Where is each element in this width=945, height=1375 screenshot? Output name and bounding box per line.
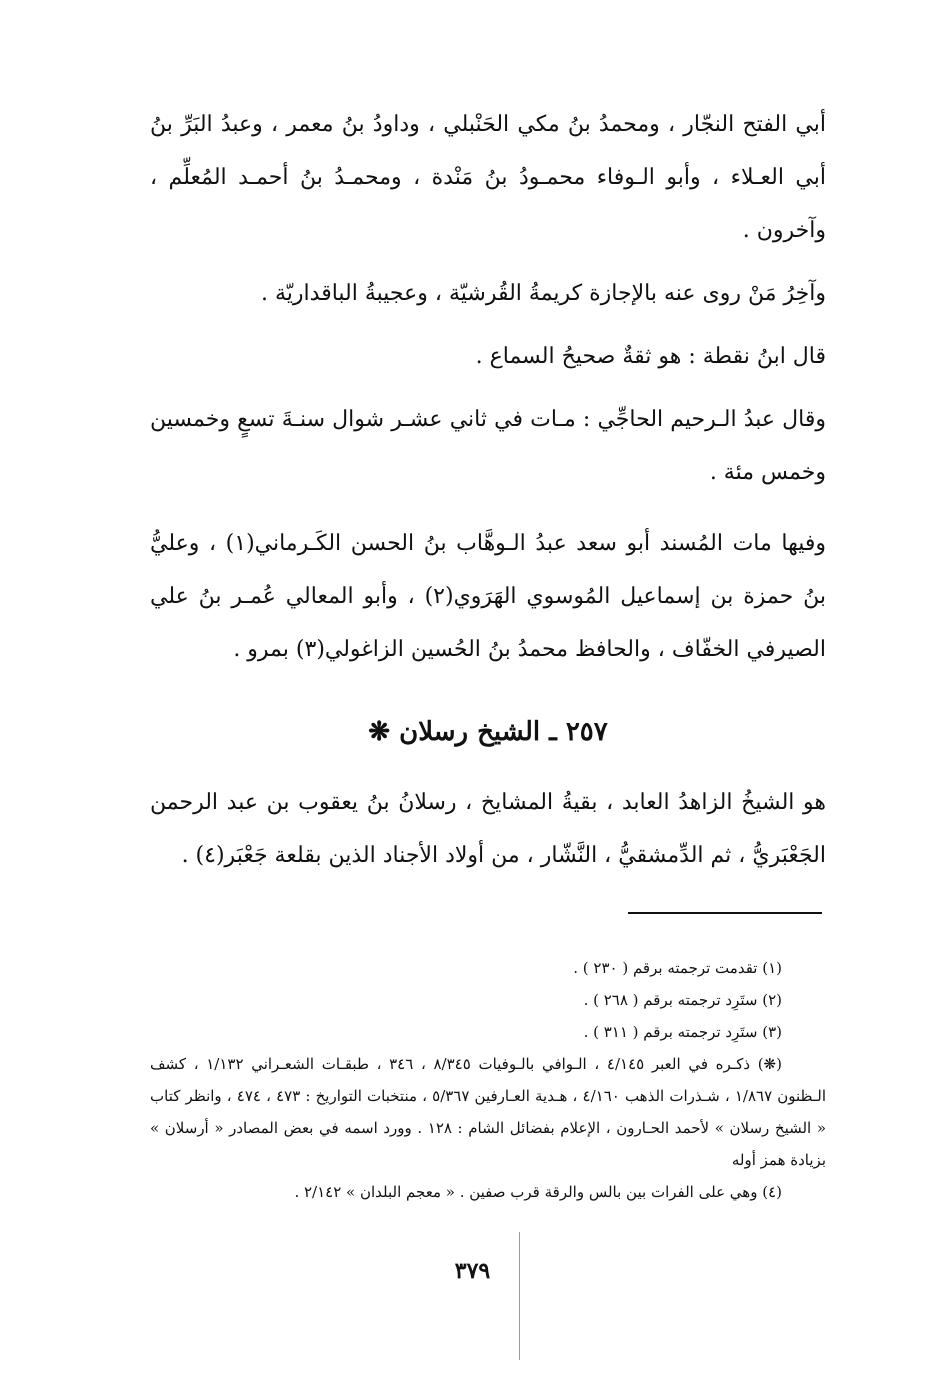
paragraph-biography: هو الشيخُ الزاهدُ العابد ، بقيةُ المشايخ ، رسلانُ بنُ يعقوب بن عبد الرحمن الجَعْبَريُّ ، ثم الدِّمشقيُّ ، النَّشّار ، من أولاد الأجناد الذين بقلعة جَعْبَر(٤) . (150, 790, 826, 868)
paragraph-narrators: أبي الفتح النجّار ، ومحمدُ بنُ مكي الحَنْبلي ، وداودُ بنُ معمر ، وعبدُ البَرِّ بنُ أبي العـلاء ، وأبو الـوفاء محمـودُ بنُ مَنْدة ، ومحمـدُ بنُ أحمـد المُعلِّم ، وآخرون . (150, 112, 826, 243)
footnote-4: (٤) وهي على الفرات بين بالس والرقة قرب صفين . « معجم البلدان » ٢/١٤٢ . (294, 1183, 782, 1201)
footnote-sources: (❋) ذكـره في العبر ٤/١٤٥ ، الـوافي بالـوفيات ٨/٣٤٥ ، ٣٤٦ ، طبقـات الشعـراني ١/١٣٢ ، كشف الـظنون ١/٨٦٧ ، شـذرات الذهب ٤/١٦٠ ، هـدية العـارفين ٥/٣٦٧ ، منتخبات التواريخ : ٤٧٣ ، ٤٧٤ ، وانظر كتاب « الشيخ رسلان » لأحمد الحـارون ، الإعلام بفضائل الشام : ١٢٨ . وورد اسمه في بعض المصادر « أرسلان » بزيادة همز أوله (150, 1055, 826, 1169)
footnote-1: (١) تقدمت ترجمته برقم ( ٢٣٠ ) . (573, 959, 782, 977)
paragraph-last-narrators: وآخِرُ مَنْ روى عنه بالإجازة كريمةُ القُرشيّة ، وعجيبةُ الباقداريّة . (261, 281, 826, 306)
entry-heading: ٢٥٧ ـ الشيخ رسلان ❋ (368, 717, 608, 747)
paragraph-deaths-same-year: وفيها مات المُسند أبو سعد عبدُ الـوهَّاب بنُ الحسن الكَـرماني(١) ، وعليُّ بنُ حمزة بن إسماعيل المُوسوي الهَرَوي(٢) ، وأبو المعالي عُمـر بنُ علي الصيرفي الخفّاف ، والحافظ محمدُ بنُ الحُسين الزاغولي(٣) بمرو . (150, 531, 826, 662)
paragraph-death-date: وقال عبدُ الـرحيم الحاجِّي : مـات في ثاني عشـر شوال سنـةَ تسعٍ وخمسين وخمس مئة . (150, 407, 826, 485)
footnote-divider (628, 912, 822, 914)
footnotes (150, 952, 826, 1208)
paragraph-ibn-nuqta: قال ابنُ نقطة : هو ثقةٌ صحيحُ السماع . (475, 344, 826, 369)
footnote-3: (٣) ستَرِد ترجمته برقم ( ٣١١ ) . (583, 1023, 782, 1041)
page-number: ٣٧٩ (454, 1258, 491, 1284)
footnote-2: (٢) ستَرِد ترجمته برقم ( ٢٦٨ ) . (583, 991, 782, 1009)
binding-line (519, 1232, 520, 1360)
main-text (150, 98, 826, 882)
